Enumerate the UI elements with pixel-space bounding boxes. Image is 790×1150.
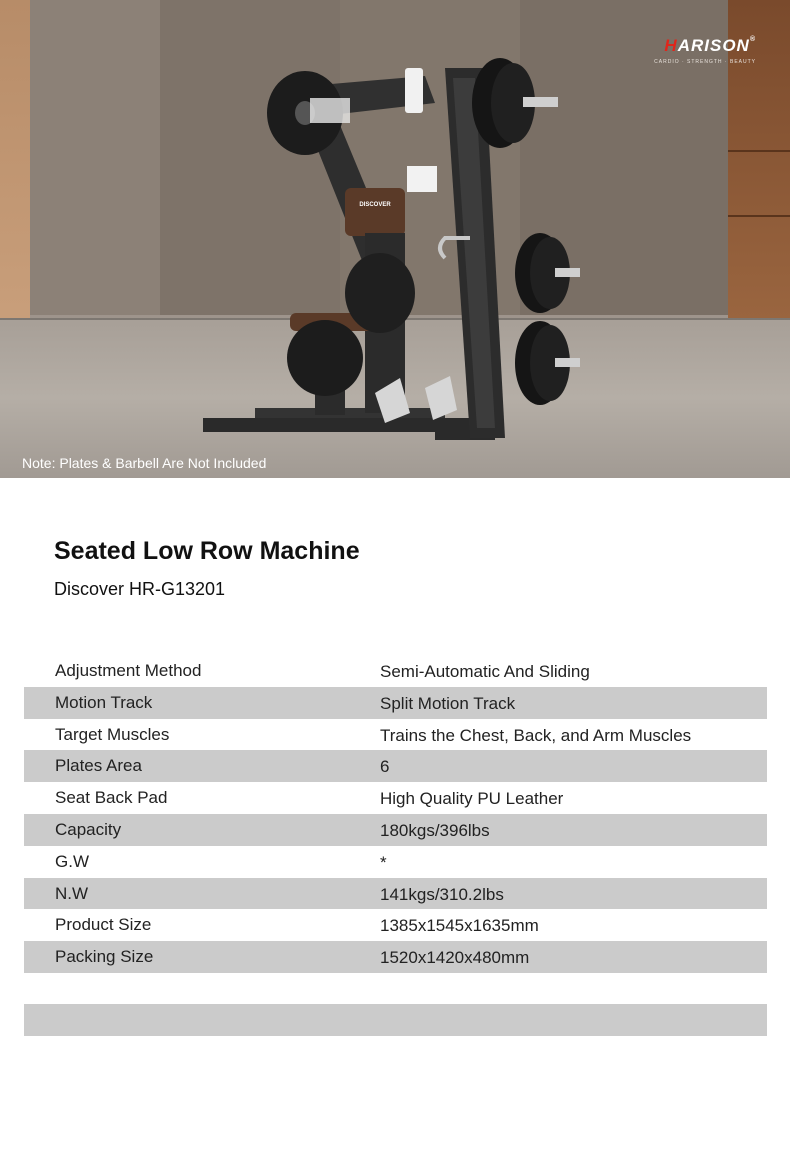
spec-label: G.W [55, 851, 89, 871]
spec-label: Motion Track [55, 692, 153, 712]
spec-row [24, 719, 767, 751]
spec-row [24, 782, 767, 814]
spec-label: Target Muscles [55, 724, 170, 744]
spec-value: * [380, 852, 387, 872]
brand-logo [654, 36, 756, 65]
plates-note: Note: Plates & Barbell Are Not Included [22, 455, 267, 471]
spec-value: 1385x1545x1635mm [380, 916, 539, 936]
spec-value: Trains the Chest, Back, and Arm Muscles [380, 725, 692, 745]
spec-table [24, 655, 767, 973]
spec-value: Split Motion Track [380, 693, 516, 713]
spec-row [24, 941, 767, 973]
spec-row [24, 687, 767, 719]
brand-tagline: CARDIO · STRENGTH · BEAUTY [654, 59, 756, 65]
wall-left [0, 0, 30, 330]
spec-row [24, 846, 767, 878]
product-title: Seated Low Row Machine [54, 537, 360, 565]
spec-row [24, 909, 767, 941]
spec-value: 180kgs/396lbs [380, 820, 490, 840]
product-model: Discover HR-G13201 [54, 579, 226, 599]
spec-value: Semi-Automatic And Sliding [380, 662, 590, 681]
spec-label: Adjustment Method [55, 661, 202, 680]
spec-value: 141kgs/310.2lbs [380, 884, 504, 904]
brand-wordmark: HARISON® [664, 36, 756, 55]
spec-value: High Quality PU Leather [380, 789, 564, 809]
pad-branding: DISCOVER [359, 202, 391, 208]
spec-row [24, 814, 767, 846]
hero-image [0, 0, 790, 478]
spec-label: Packing Size [55, 947, 154, 967]
row-machine-illustration [195, 58, 595, 468]
spec-label: Seat Back Pad [55, 788, 168, 808]
spec-row [24, 655, 767, 687]
spec-value: 6 [380, 757, 390, 777]
spec-label: Plates Area [55, 756, 142, 776]
wall-panel [30, 0, 161, 315]
spec-row [24, 878, 767, 910]
spec-label: Capacity [55, 819, 122, 839]
footer-bar [24, 1004, 767, 1036]
spec-row [24, 750, 767, 782]
spec-value: 1520x1420x480mm [380, 948, 530, 968]
spec-label: Product Size [55, 915, 152, 935]
spec-label: N.W [55, 883, 89, 903]
